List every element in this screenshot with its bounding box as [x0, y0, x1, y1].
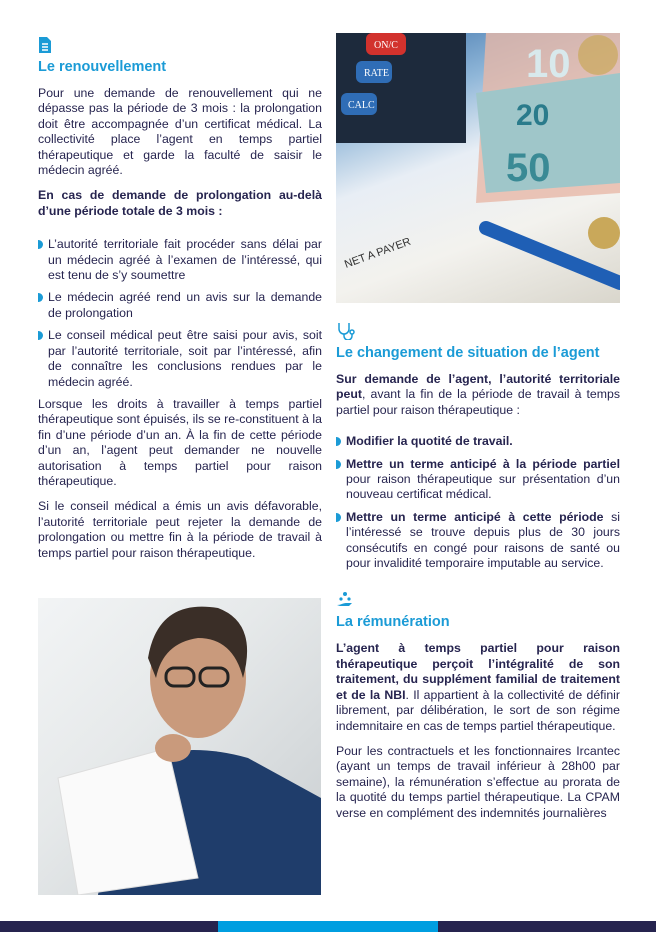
- paragraph: Lorsque les droits à travailler à temps partiel thérapeutique sont épuisés, ils se re-constituent à la fin d’une période d’un an. À la fin de cette période d’un an, l’agent peut demander ne nouvelle autorisation à temps partiel pour raison thérapeutique.: [38, 396, 322, 488]
- banknote-value: 20: [516, 99, 550, 132]
- section-title: Le renouvellement: [38, 59, 167, 75]
- paragraph: Pour une demande de renouvellement qui ne dépasse pas la période de 3 mois : la prolongation doit être accompagnée d’un certificat médical. La collectivité place l’agent en temps partiel thérapeutique et garde la faculté de saisir le médecin agréé.: [38, 86, 322, 178]
- list-item: Mettre un terme anticipé à la période partiel pour raison thérapeutique sur présentation d’un nouveau certificat médical.: [336, 457, 620, 503]
- paragraph: Si le conseil médical a émis un avis défavorable, l’autorité territoriale peut rejeter la demande de prolongation ou mettre fin à la période de travail à temps partiel pour raison thérapeutique.: [38, 499, 322, 560]
- footer-bar-right: [438, 921, 656, 932]
- payslip-text: NET A PAYER: [342, 235, 413, 271]
- list-item: Mettre un terme anticipé à cette période si l’intéressé se trouve depuis plus de 30 jours consécutifs en congé pour raisons de santé ou pour invalidité temporaire imputable au service.: [336, 510, 620, 572]
- calc-key-label: RATE: [364, 68, 389, 79]
- list-item: Le conseil médical peut être saisi pour avis, soit par l’autorité territoriale, soit par l’intéressé, afin de connaître les conclusions rendues par le médecin agréé.: [38, 328, 322, 390]
- calc-key-label: CALC: [348, 100, 375, 111]
- changement-section: [336, 322, 620, 831]
- bullet-list: [38, 237, 322, 390]
- calculator-money-photo: [336, 33, 620, 303]
- man-reading-photo: [38, 598, 321, 895]
- list-item: Le médecin agréé rend un avis sur la demande de prolongation: [38, 290, 322, 321]
- bullet-list: [336, 434, 620, 571]
- banknote-value: 50: [506, 146, 551, 190]
- paragraph: L’agent à temps partiel pour raison thérapeutique perçoit l’intégralité de son traitement, du supplément familial de traitement et de la NBI. Il appartient à la collectivité de définir librement, par délibération, le sort de son régime indemnitaire en cas de temps partiel thérapeutique.: [336, 641, 620, 733]
- list-item: L’autorité territoriale fait procéder sans délai par un médecin agréé à l’examen de l’intéressé, qui est tenu de s’y soumettre: [38, 237, 322, 283]
- footer-bar-left: [0, 921, 218, 932]
- calc-key-label: ON/C: [374, 40, 398, 51]
- hand-coins-icon: [336, 591, 620, 611]
- renouvellement-section: [38, 36, 322, 571]
- document-icon: [38, 36, 322, 56]
- paragraph: Sur demande de l’agent, l’autorité territoriale peut, avant la fin de la période de travail à temps partiel pour raison thérapeutique :: [336, 372, 620, 417]
- section-title: Le changement de situation de l’agent: [336, 345, 600, 361]
- bold-heading: En cas de demande de prolongation au-delà d’une période totale de 3 mois :: [38, 188, 322, 218]
- list-item: Modifier la quotité de travail.: [336, 434, 620, 449]
- section-title: La rémunération: [336, 614, 450, 631]
- stethoscope-icon: [336, 322, 620, 342]
- footer-bar-center: [218, 921, 438, 932]
- paragraph: Pour les contractuels et les fonctionnaires Ircantec (ayant un temps de travail inférieur à 28h00 par semaine), la rémunération s’effectue au prorata de la quotité du temps partiel thérapeutique. La CPAM verse en complément des indemnités journalières: [336, 743, 620, 820]
- banknote-value: 10: [526, 42, 571, 86]
